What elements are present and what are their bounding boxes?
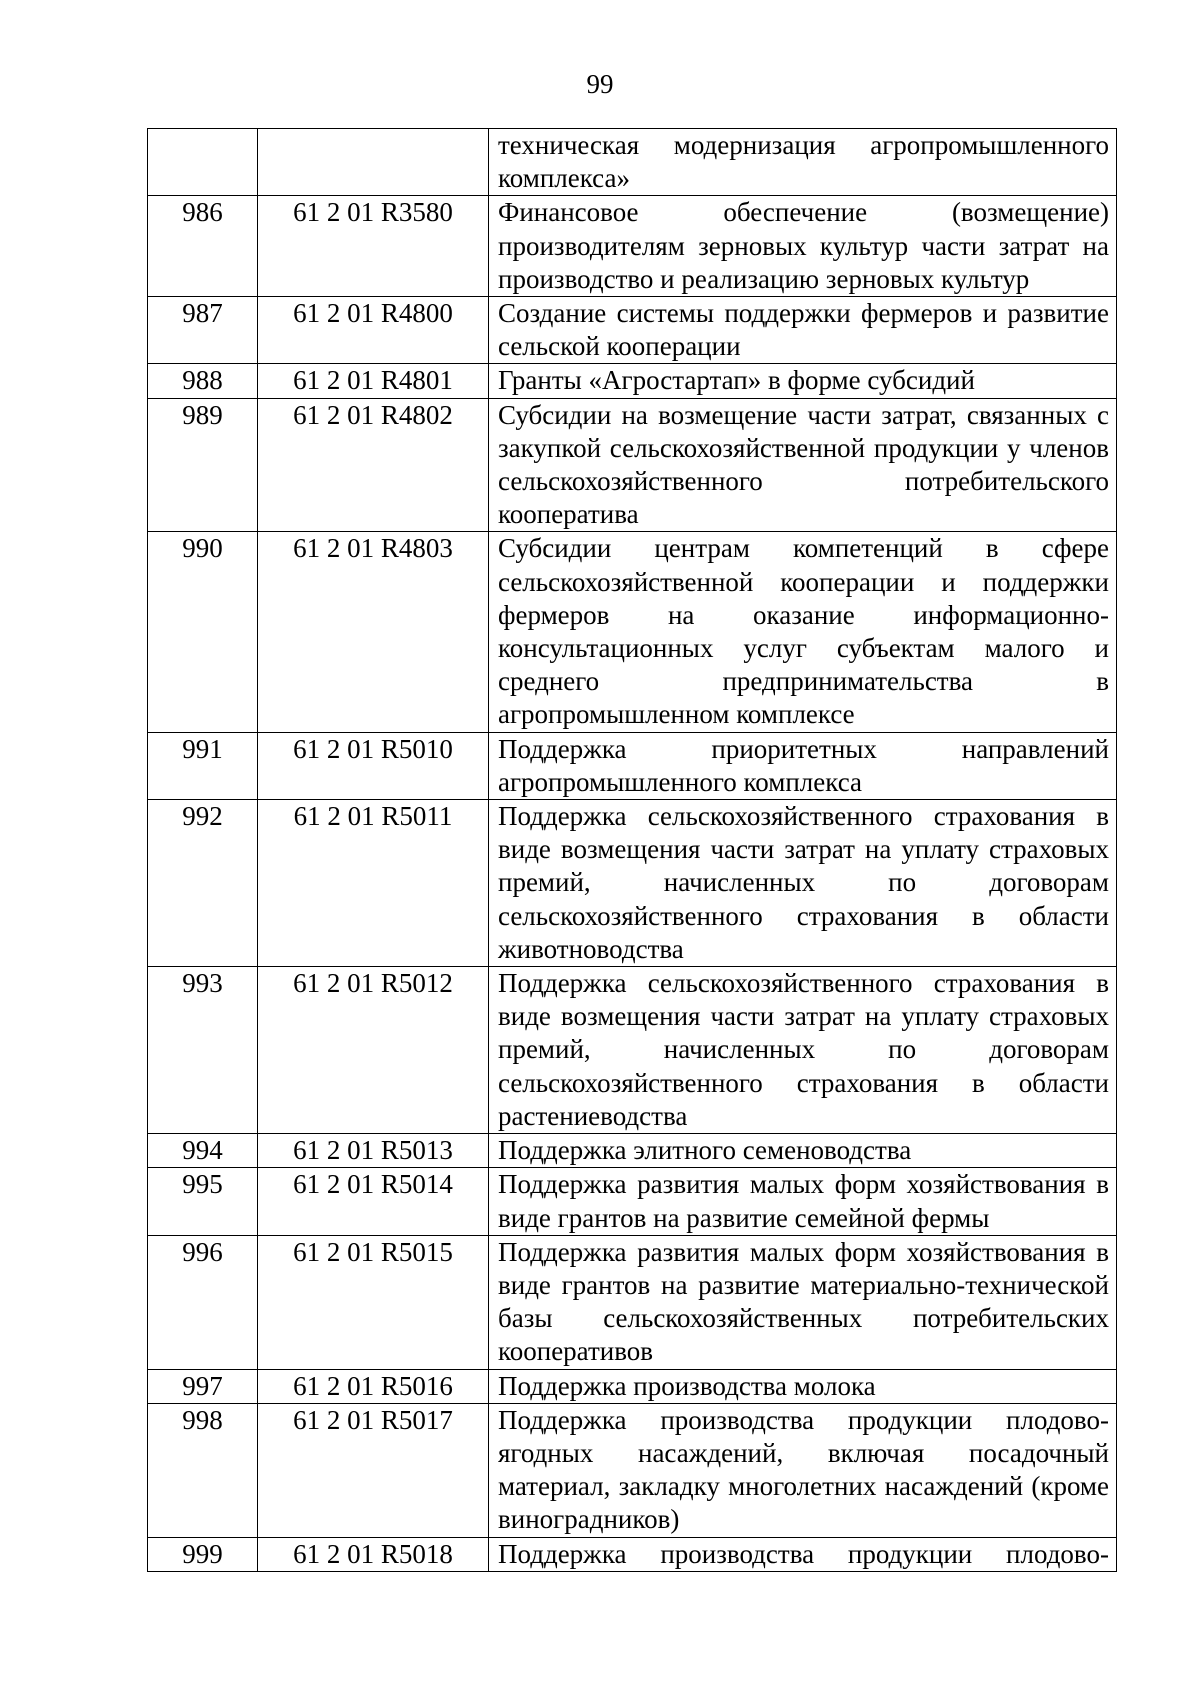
table-row [148,398,1117,532]
table-row [148,297,1117,364]
row-number-cell [148,129,258,196]
description-cell: Гранты «Агростартап» в форме субсидий [489,364,1117,398]
table-row [148,1537,1117,1571]
budget-codes-table [147,128,1117,1572]
table-row [148,1235,1117,1369]
budget-code-cell: 61 2 01 R5011 [258,800,489,967]
budget-code-cell: 61 2 01 R3580 [258,196,489,297]
row-number-cell: 989 [148,398,258,532]
description-cell: Поддержка развития малых форм хозяйствования в виде грантов на развитие семейной фермы [489,1168,1117,1235]
description-cell: Субсидии центрам компетенций в сфере сельскохозяйственной кооперации и поддержки фермеров на оказание информационно-консультационных услуг субъектам малого и среднего предпринимательства в агропромышленном комплексе [489,532,1117,732]
table-row [148,532,1117,732]
budget-code-cell: 61 2 01 R4802 [258,398,489,532]
description-cell: Создание системы поддержки фермеров и развитие сельской кооперации [489,297,1117,364]
budget-code-cell: 61 2 01 R5015 [258,1235,489,1369]
description-cell: Поддержка производства продукции плодово-ягодных насаждений, включая посадочный материал, закладку многолетних насаждений (кроме виноградников) [489,1403,1117,1537]
row-number-cell: 987 [148,297,258,364]
page-number: 99 [586,69,614,99]
row-number-cell: 995 [148,1168,258,1235]
table-row [148,1369,1117,1403]
table-row [148,364,1117,398]
description-cell: Поддержка производства продукции плодово- [489,1537,1117,1571]
row-number-cell: 990 [148,532,258,732]
budget-code-cell: 61 2 01 R5016 [258,1369,489,1403]
row-number-cell: 996 [148,1235,258,1369]
row-number-cell: 994 [148,1134,258,1168]
table-row [148,196,1117,297]
table-row [148,129,1117,196]
budget-code-cell: 61 2 01 R5010 [258,732,489,799]
row-number-cell: 999 [148,1537,258,1571]
description-cell: техническая модернизация агропромышленного комплекса» [489,129,1117,196]
table-row [148,800,1117,967]
table-row [148,967,1117,1134]
row-number-cell: 993 [148,967,258,1134]
description-cell: Поддержка производства молока [489,1369,1117,1403]
row-number-cell: 991 [148,732,258,799]
budget-code-cell [258,129,489,196]
budget-code-cell: 61 2 01 R5018 [258,1537,489,1571]
table-row [148,1168,1117,1235]
row-number-cell: 997 [148,1369,258,1403]
description-cell: Поддержка сельскохозяйственного страхования в виде возмещения части затрат на уплату страховых премий, начисленных по договорам сельскохозяйственного страхования в области растениеводства [489,967,1117,1134]
row-number-cell: 998 [148,1403,258,1537]
description-cell: Субсидии на возмещение части затрат, связанных с закупкой сельскохозяйственной продукции у членов сельскохозяйственного потребительского кооператива [489,398,1117,532]
row-number-cell: 986 [148,196,258,297]
description-cell: Поддержка приоритетных направлений агропромышленного комплекса [489,732,1117,799]
description-cell: Поддержка элитного семеноводства [489,1134,1117,1168]
table-row [148,732,1117,799]
budget-code-cell: 61 2 01 R5013 [258,1134,489,1168]
budget-code-cell: 61 2 01 R4803 [258,532,489,732]
budget-code-cell: 61 2 01 R5012 [258,967,489,1134]
row-number-cell: 988 [148,364,258,398]
table-row [148,1403,1117,1537]
budget-code-cell: 61 2 01 R5014 [258,1168,489,1235]
row-number-cell: 992 [148,800,258,967]
budget-code-cell: 61 2 01 R4801 [258,364,489,398]
budget-code-cell: 61 2 01 R4800 [258,297,489,364]
description-cell: Поддержка развития малых форм хозяйствования в виде грантов на развитие материально-технической базы сельскохозяйственных потребительских кооперативов [489,1235,1117,1369]
description-cell: Финансовое обеспечение (возмещение) производителям зерновых культур части затрат на производство и реализацию зерновых культур [489,196,1117,297]
budget-code-cell: 61 2 01 R5017 [258,1403,489,1537]
description-cell: Поддержка сельскохозяйственного страхования в виде возмещения части затрат на уплату страховых премий, начисленных по договорам сельскохозяйственного страхования в области животноводства [489,800,1117,967]
table-row [148,1134,1117,1168]
